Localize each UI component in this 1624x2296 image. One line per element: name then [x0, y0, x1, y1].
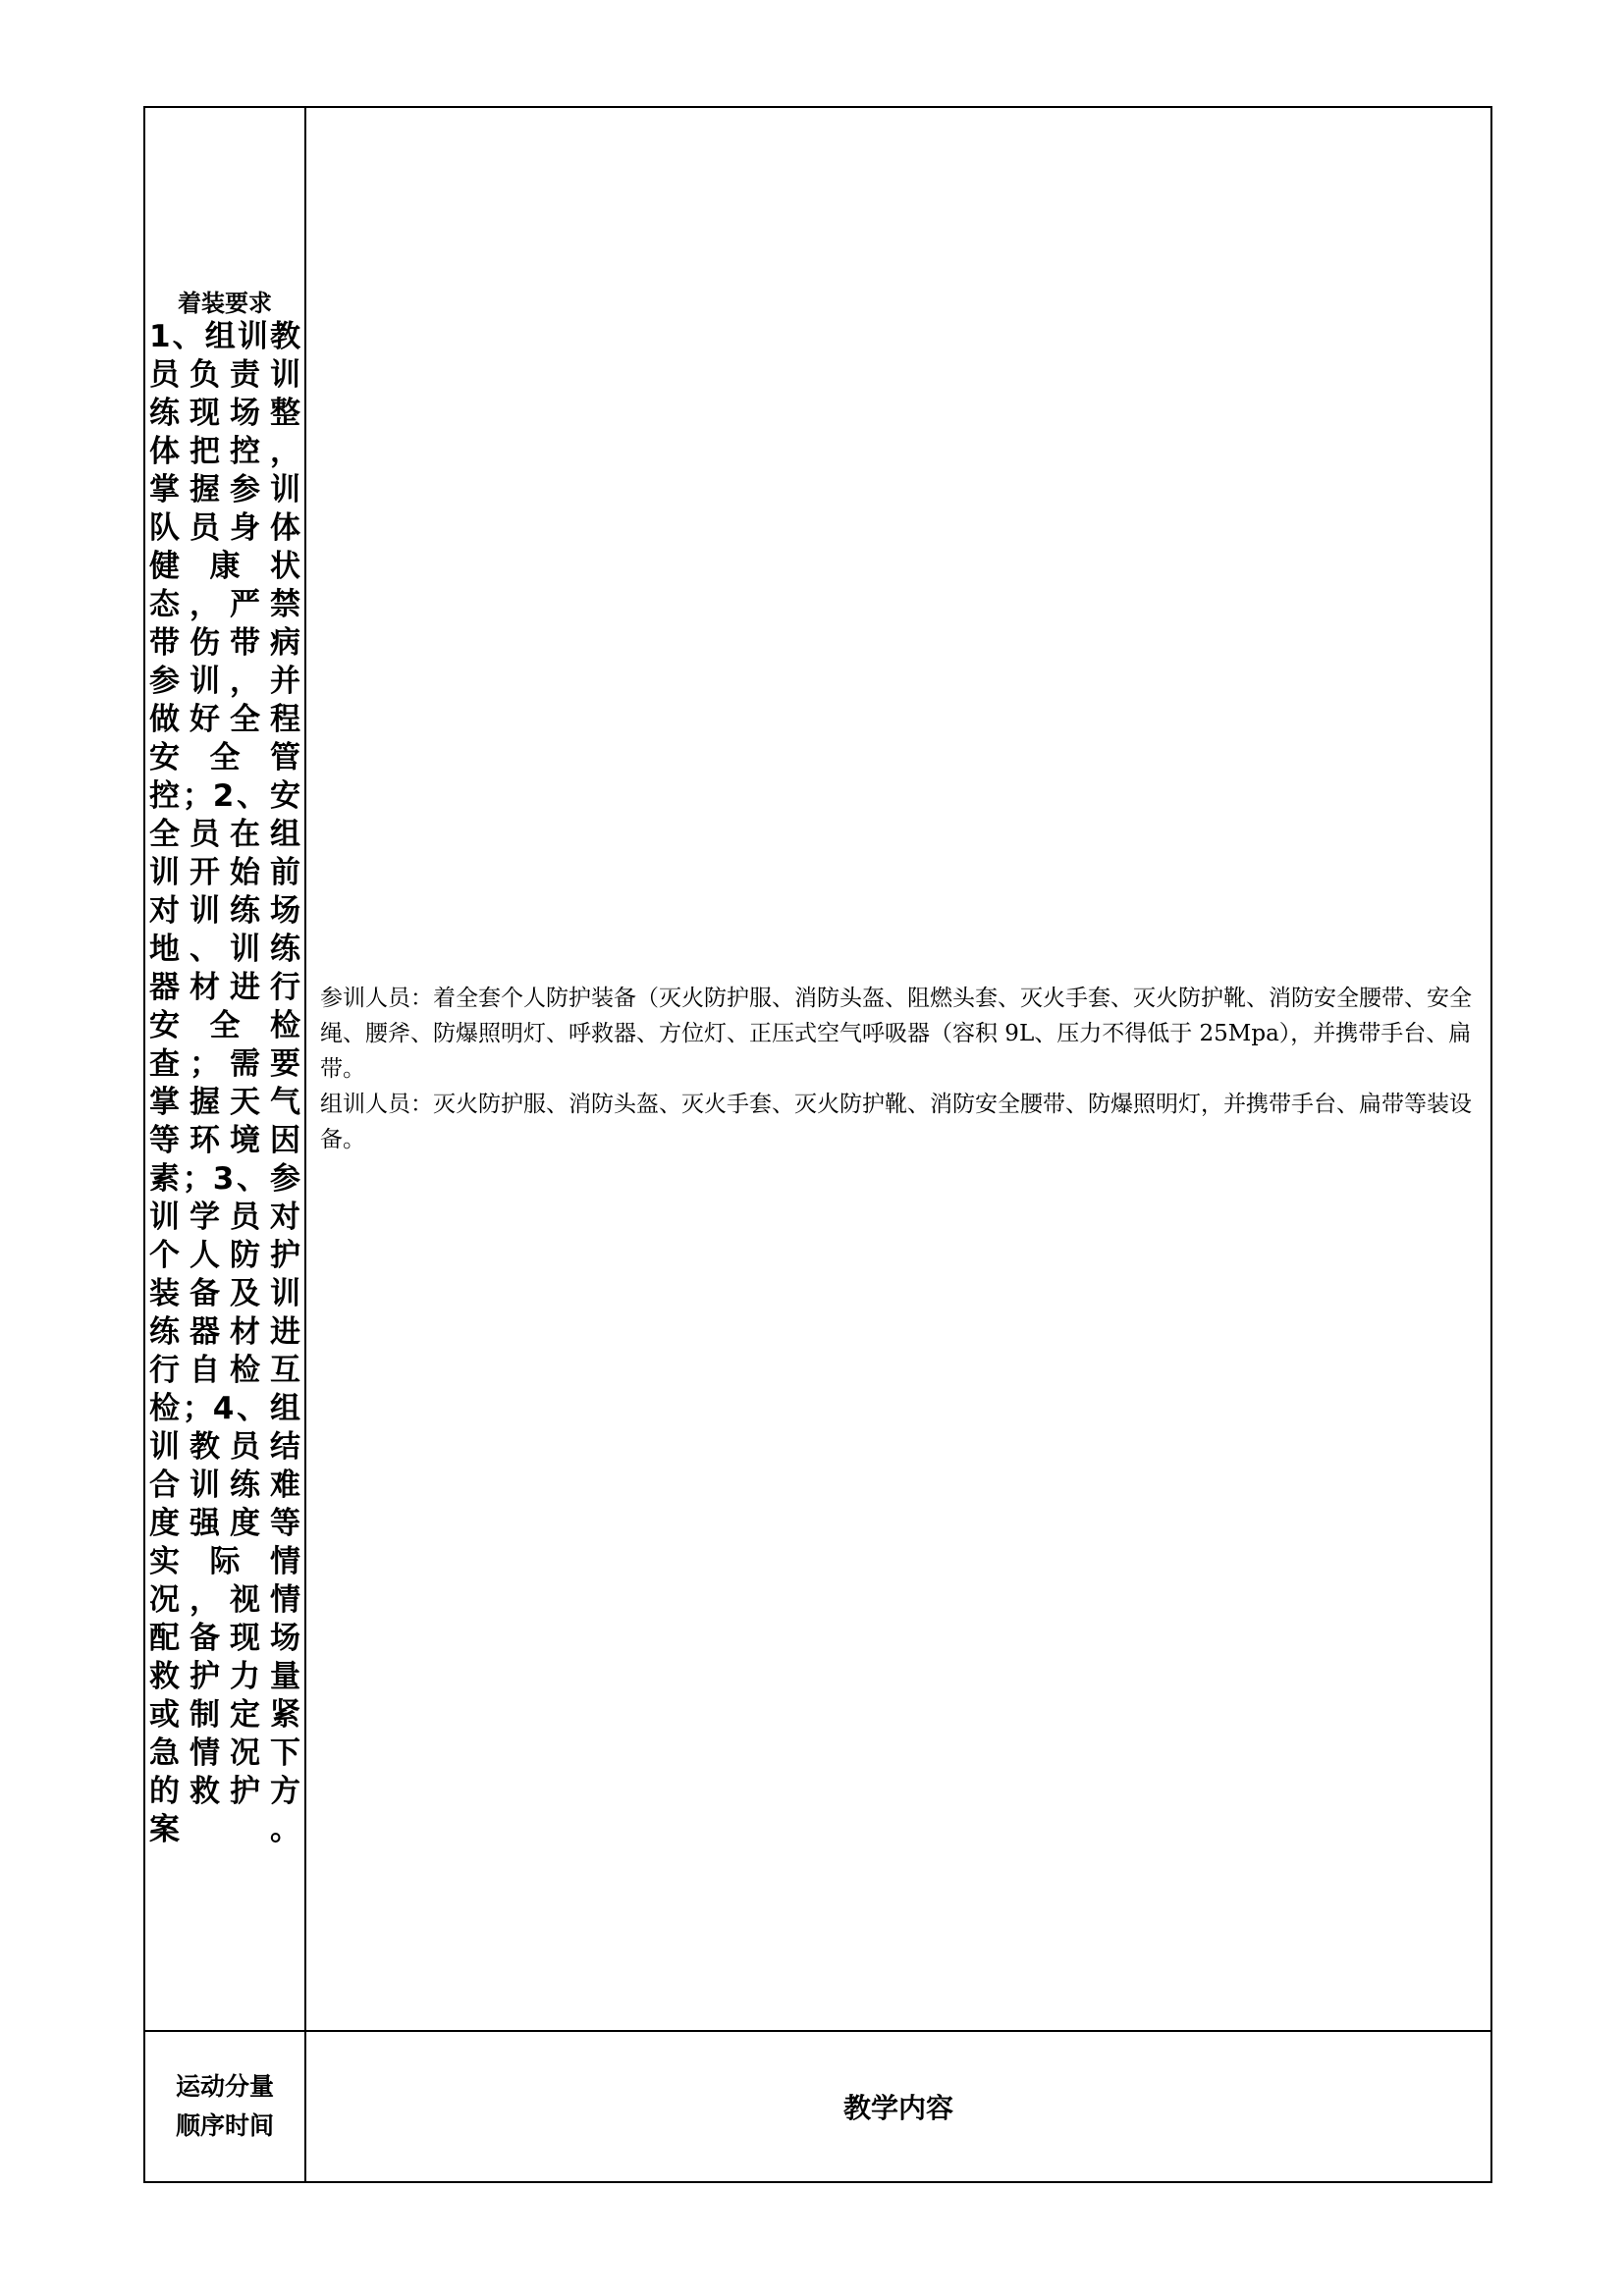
- left-cell: [144, 107, 305, 2031]
- load-time-cell: [144, 2031, 305, 2182]
- time-label: 顺序时间: [175, 2111, 274, 2140]
- load-label: 运动分量: [175, 2072, 274, 2101]
- dress-header: 着装要求: [178, 290, 272, 317]
- trainer-gear: 组训人员：灭火防护服、消防头盔、灭火手套、灭火防护靴、消防安全腰带、防爆照明灯，并携带手台、扁带等装设备。: [320, 1092, 1472, 1152]
- safety-notes: 1、组训教员负责训练现场整体把控，掌握参训队员身体健康状态，严禁带伤带病参训，并做好全程安全管控；2、安全员在组训开始前对训练场地、训练器材进行安全检查；需要掌握天气等环境因素；3、参训学员对个人防护装备及训练器材进行自检互检；4、组训教员结合训练难度强度等实际情况，视情配备现场救护力量或制定紧急情况下的救护方案。: [149, 319, 300, 1847]
- right-cell: [305, 107, 1491, 2031]
- participant-gear: 参训人员：着全套个人防护装备（灭火防护服、消防头盔、阻燃头套、灭火手套、灭火防护靴、消防安全腰带、安全绳、腰斧、防爆照明灯、呼救器、方位灯、正压式空气呼吸器（容积 9L、压力不得低于 25Mpa），并携带手台、扁带。: [320, 986, 1472, 1082]
- content-header: 教学内容: [305, 2031, 1491, 2182]
- lesson-table: [143, 106, 1492, 2183]
